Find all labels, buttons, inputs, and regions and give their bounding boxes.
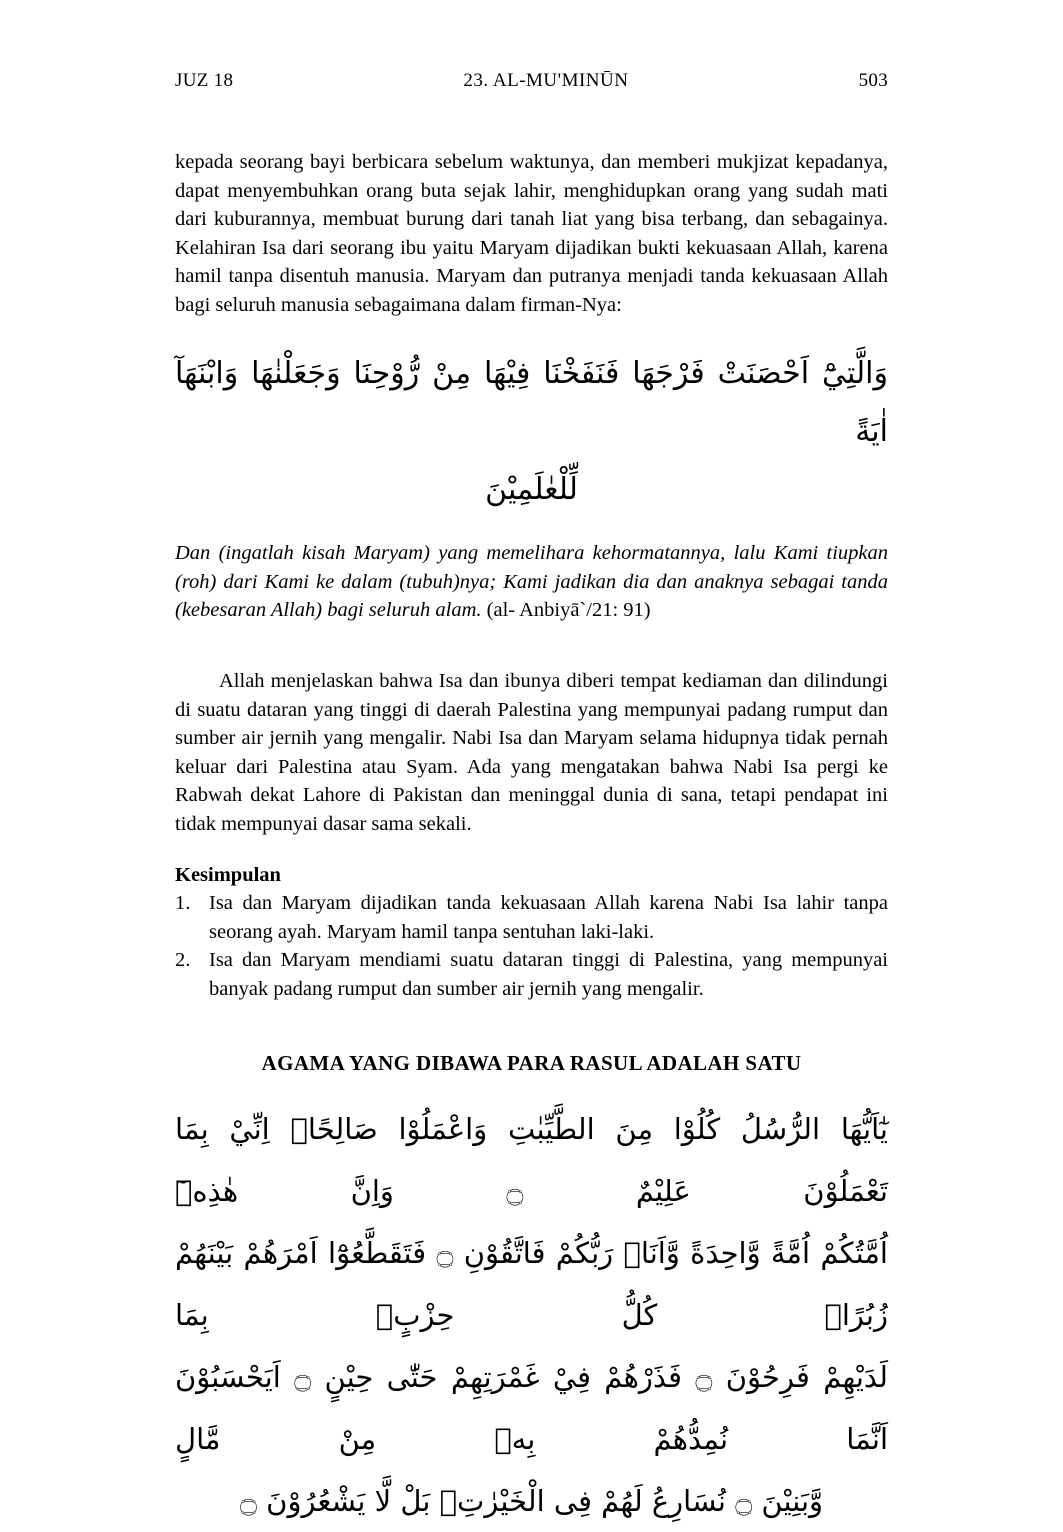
- kesimpulan-heading: Kesimpulan: [175, 864, 281, 886]
- list-item-text: Isa dan Maryam dijadikan tanda kekuasaan Allah karena Nabi Isa lahir tanpa seorang ayah. Maryam hamil tanpa sentuhan laki-laki.: [209, 892, 888, 943]
- juz-label: JUZ 18: [175, 70, 234, 91]
- list-item: [175, 946, 888, 1003]
- quran-verse-line: لَدَيْهِمْ فَرِحُوْنَ ۝ فَذَرْهُمْ فِيْ غَمْرَتِهِمْ حَتّٰى حِيْنٍ ۝ اَيَحْسَبُوْنَ اَنَّمَا نُمِدُّهُمْ بِهٖ مِنْ مَّالٍ: [175, 1360, 888, 1456]
- kesimpulan-list: [175, 889, 888, 1003]
- quran-verse-line: يٰٓاَيُّهَا الرُّسُلُ كُلُوْا مِنَ الطَّيِّبٰتِ وَاعْمَلُوْا صَالِحًاۗ اِنِّيْ بِمَا تَعْمَلُوْنَ عَلِيْمٌ ۝ وَاِنَّ هٰذِهٖٓ: [175, 1112, 888, 1208]
- quran-verse-line: وَّبَنِيْنَ ۝ نُسَارِعُ لَهُمْ فِى الْخَيْرٰتِۗ بَلْ لَّا يَشْعُرُوْنَ ۝: [239, 1484, 824, 1518]
- verse-translation: [175, 539, 888, 625]
- section-title: AGAMA YANG DIBAWA PARA RASUL ADALAH SATU: [261, 1051, 802, 1075]
- page-header: [175, 70, 888, 92]
- list-item: [175, 889, 888, 946]
- verse-translation-text: Dan (ingatlah kisah Maryam) yang memelihara kehormatannya, lalu Kami tiupkan (roh) dari Kami ke dalam (tubuh)nya; Kami jadikan dia dan anaknya sebagai tanda (kebesaran Allah) bagi seluruh alam.: [175, 542, 888, 621]
- paragraph-tafsir: Allah menjelaskan bahwa Isa dan ibunya diberi tempat kediaman dan dilindungi di suatu dataran yang tinggi di daerah Palestina yang mempunyai padang rumput dan sumber air jernih yang mengalir. Nabi Isa dan Maryam selama hidupnya tidak pernah keluar dari Palestina atau Syam. Ada yang mengatakan bahwa Nabi Isa pergi ke Rabwah dekat Lahore di Pakistan dan meninggal dunia di sana, tetapi pendapat ini tidak mempunyai dasar sama sekali.: [175, 670, 888, 835]
- quran-verse-anbiya-91: [175, 345, 888, 519]
- page-number: 503: [858, 70, 888, 91]
- quran-verse-line: لِّلْعٰلَمِيْنَ: [485, 472, 578, 507]
- list-item-number: 1.: [175, 892, 191, 914]
- list-item-text: Isa dan Maryam mendiami suatu dataran tinggi di Palestina, yang mempunyai banyak padang rumput dan sumber air jernih yang mengalir.: [209, 949, 888, 1000]
- list-item-number: 2.: [175, 949, 191, 971]
- quran-verse-line: اُمَّتُكُمْ اُمَّةً وَّاحِدَةً وَّاَنَا۠ رَبُّكُمْ فَاتَّقُوْنِ ۝ فَتَقَطَّعُوْٓا اَمْرَهُمْ بَيْنَهُمْ زُبُرًاۗ كُلُّ حِزْبٍۢ بِمَا: [175, 1236, 888, 1332]
- quran-verse-mukminun: [175, 1098, 888, 1532]
- paragraph-intro: kepada seorang bayi berbicara sebelum waktunya, dan memberi mukjizat kepadanya, dapat menyembuhkan orang buta sejak lahir, menghidupkan orang yang sudah mati dari kuburannya, membuat burung dari tanah liat yang bisa terbang, dan sebagainya. Kelahiran Isa dari seorang ibu yaitu Maryam dijadikan bukti kekuasaan Allah, karena hamil tanpa disentuh manusia. Maryam dan putranya menjadi tanda kekuasaan Allah bagi seluruh manusia sebagaimana dalam firman-Nya:: [175, 151, 888, 316]
- surah-title: 23. AL-MU'MINŪN: [463, 70, 629, 91]
- quran-verse-line: وَالَّتِيْٓ اَحْصَنَتْ فَرْجَهَا فَنَفَخْنَا فِيْهَا مِنْ رُّوْحِنَا وَجَعَلْنٰهَا وَابْنَهَآ اٰيَةً: [175, 356, 888, 449]
- page-content: [175, 148, 888, 1532]
- verse-reference: (al- Anbiyā`/21: 91): [486, 599, 651, 621]
